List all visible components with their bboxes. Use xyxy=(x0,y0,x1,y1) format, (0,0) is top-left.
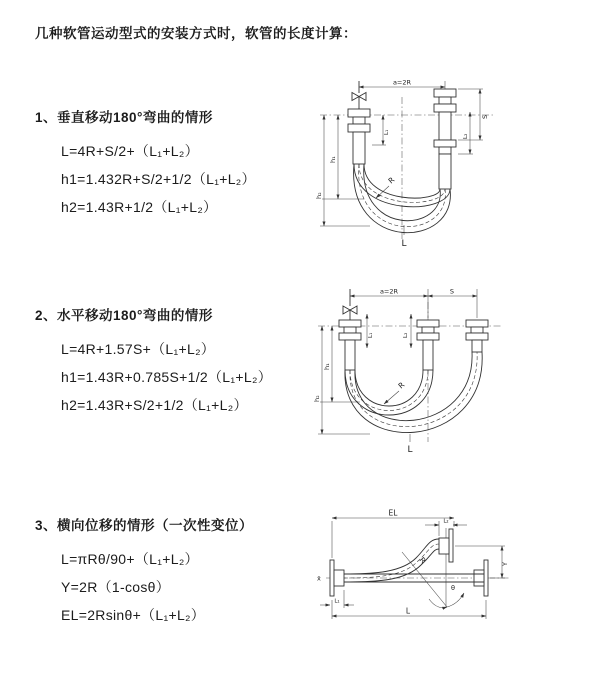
section-vertical-movement xyxy=(35,106,315,221)
axis-label: x̄ xyxy=(317,574,321,583)
dimension-lines xyxy=(313,288,502,456)
diagram-vertical-180-bend xyxy=(312,77,507,249)
angle-label: θ xyxy=(451,584,455,592)
flange xyxy=(330,560,334,596)
valve-icon xyxy=(352,93,359,101)
diagram-horizontal-180-bend xyxy=(310,284,510,456)
formula-h1: h1=1.432R+S/2+1/2（L₁+L₂） xyxy=(61,171,256,187)
radius-label: R xyxy=(386,175,397,186)
formula-length: L=4R+S/2+（L₁+L₂） xyxy=(61,143,199,159)
formula-el: EL=2Rsinθ+（L₁+L₂） xyxy=(61,607,206,623)
dim-label-l2: L₂ xyxy=(403,332,409,338)
dim-label-a2r: a=2R xyxy=(392,78,412,87)
braided-hose-section xyxy=(439,154,451,189)
valve-icon xyxy=(350,306,357,314)
section-lateral-displacement xyxy=(35,514,315,629)
dim-label-s: S xyxy=(481,114,489,119)
section-2-heading: 2、水平移动180°弯曲的情形 xyxy=(35,308,213,323)
formula-length: L=4R+1.57S+（L₁+L₂） xyxy=(61,341,216,357)
dim-label-h1: h₁ xyxy=(323,363,331,370)
length-label: L xyxy=(407,445,413,455)
braided-hose-section xyxy=(353,132,365,164)
dim-label-h2: h₂ xyxy=(313,395,321,402)
dim-label-el: EL xyxy=(388,508,398,518)
dim-label-l1: L₁ xyxy=(368,332,374,338)
radius-label: R xyxy=(417,555,428,566)
dim-label-l1: L₁ xyxy=(384,129,390,135)
formula-length: L=πRθ/90+（L₁+L₂） xyxy=(61,551,199,567)
dim-label-h2: h₂ xyxy=(315,192,323,199)
valve-icon xyxy=(359,93,366,101)
length-label: L xyxy=(401,239,407,249)
braided-hose-section xyxy=(423,340,433,370)
page-title: 几种软管运动型式的安装方式时，软管的长度计算： xyxy=(35,26,357,41)
section-3-heading: 3、横向位移的情形（一次性变位） xyxy=(35,518,254,533)
valve-icon xyxy=(343,306,350,314)
dim-label-l2: L₂ xyxy=(463,133,469,139)
dim-label-s: S xyxy=(449,287,455,296)
dim-label-l1: L₁ xyxy=(334,598,340,605)
length-label: L xyxy=(405,606,411,616)
dim-label-a2r: a=2R xyxy=(379,287,399,296)
flange xyxy=(449,529,453,562)
dimension-lines xyxy=(315,79,494,250)
diagram-lateral-displacement xyxy=(316,508,516,633)
dim-label-h1: h₁ xyxy=(329,156,337,163)
formula-h1: h1=1.43R+0.785S+1/2（L₁+L₂） xyxy=(61,369,272,385)
hose-assembly xyxy=(330,529,488,596)
section-1-heading: 1、垂直移动180°弯曲的情形 xyxy=(35,110,213,125)
dim-label-l2: L₂ xyxy=(443,518,449,525)
hose-assembly xyxy=(339,289,488,433)
formula-h2: h2=1.43R+1/2（L₁+L₂） xyxy=(61,199,218,215)
dimension-lines xyxy=(317,509,510,620)
flange xyxy=(484,560,488,596)
braided-hose-section xyxy=(345,340,355,370)
section-horizontal-movement xyxy=(35,304,315,419)
dim-label-y: Y xyxy=(501,562,509,566)
formula-h2: h2=1.43R+S/2+1/2（L₁+L₂） xyxy=(61,397,248,413)
radius-label: R xyxy=(396,380,407,391)
formula-y: Y=2R（1-cosθ） xyxy=(61,579,171,595)
